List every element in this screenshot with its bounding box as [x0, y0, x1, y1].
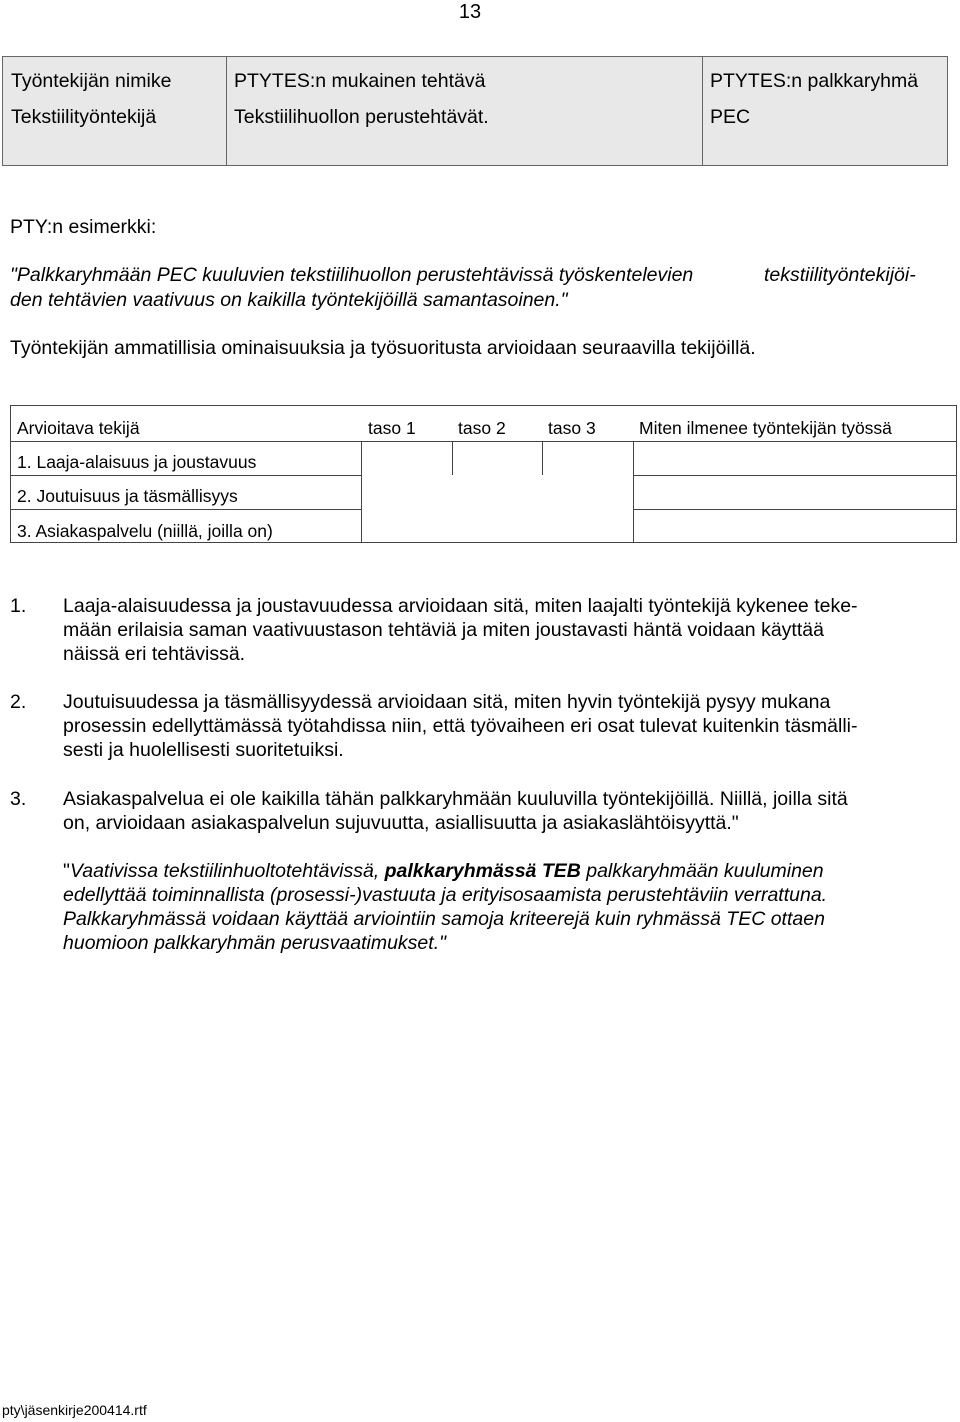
table-row-divider [633, 475, 956, 476]
table-row-label: 1. Laaja-alaisuus ja joustavuus [17, 452, 257, 472]
value-job-title: Tekstiilityöntekijä [11, 106, 157, 128]
closing-quote-text: palkkaryhmään kuuluminen [580, 860, 824, 882]
footer-filename: pty\jäsenkirje200414.rtf [2, 1402, 147, 1418]
value-task: Tekstiilihuollon perustehtävät. [234, 106, 489, 128]
explanation-line: prosessin edellyttämässä työtahdissa niin, että työvaiheen eri osat tulevat kuitenkin täsmälli- [63, 715, 858, 737]
example-heading: PTY:n esimerkki: [10, 216, 157, 238]
closing-quote-text: Vaativissa tekstiilinhuoltotehtävissä, [69, 860, 385, 882]
value-pay-group: PEC [710, 106, 751, 128]
col-header-factor: Arvioitava tekijä [17, 418, 140, 438]
table-row-divider [11, 509, 361, 510]
assessment-intro: Työntekijän ammatillisia ominaisuuksia ja työsuoritusta arvioidaan seuraavilla tekijöillä. [10, 337, 756, 359]
job-info-table [2, 56, 948, 166]
page-number: 13 [458, 1, 482, 23]
header-pay-group: PTYTES:n palkkaryhmä [710, 70, 919, 92]
col-header-level-3: taso 3 [548, 418, 596, 438]
table-row-label: 3. Asiakaspalvelu (niillä, joilla on) [17, 521, 273, 541]
table-row-label: 2. Joutuisuus ja täsmällisyys [17, 486, 238, 506]
table-col-divider [452, 441, 453, 475]
table-col-divider [542, 441, 543, 475]
quote-line-2: den tehtävien vaativuus on kaikilla työntekijöillä samantasoinen." [10, 289, 568, 311]
col-header-level-1: taso 1 [368, 418, 416, 438]
open-quote-mark: " [63, 860, 70, 882]
explanation-line: Joutuisuudessa ja täsmällisyydessä arvioidaan sitä, miten hyvin työntekijä pysyy mukana [63, 691, 831, 713]
closing-quote [63, 859, 953, 955]
table-row-divider [11, 441, 956, 442]
quote-line-1-end: tekstiilityöntekijöi- [764, 264, 916, 286]
explanation-item [10, 787, 950, 835]
col-header-level-2: taso 2 [458, 418, 506, 438]
table-row-divider [633, 509, 956, 510]
explanation-line: näissä eri tehtävissä. [63, 643, 246, 665]
closing-quote-line: huomioon palkkaryhmän perusvaatimukset." [63, 932, 447, 954]
explanation-item [10, 690, 950, 762]
header-task: PTYTES:n mukainen tehtävä [234, 70, 486, 92]
closing-quote-line: edellyttää toiminnallista (prosessi-)vastuuta ja erityisosaamista perustehtäviin verrattuna. [63, 884, 828, 906]
col-header-how-shown: Miten ilmenee työntekijän työssä [639, 418, 892, 438]
closing-quote-bold: palkkaryhmässä TEB [384, 860, 581, 882]
header-job-title: Työntekijän nimike [11, 70, 172, 92]
explanation-item [10, 594, 950, 666]
table-divider [226, 57, 227, 165]
explanation-line: sesti ja huolellisesti suoritetuiksi. [63, 739, 344, 761]
table-row-divider [11, 475, 361, 476]
closing-quote-line: Palkkaryhmässä voidaan käyttää arviointiin samoja kriteerejä kuin ryhmässä TEC ottaen [63, 908, 825, 930]
item-number: 1. [10, 595, 27, 617]
item-number: 3. [10, 788, 27, 810]
explanation-line: mään erilaisia saman vaativuustason tehtäviä ja miten joustavasti häntä voidaan käyttää [63, 619, 824, 641]
table-col-divider [633, 441, 634, 542]
explanation-line: on, arvioidaan asiakaspalvelun sujuvuutta, asiallisuutta ja asiakaslähtöisyyttä." [63, 812, 739, 834]
table-divider [702, 57, 703, 165]
table-col-divider [361, 441, 362, 542]
explanation-line: Asiakaspalvelua ei ole kaikilla tähän palkkaryhmään kuuluvilla työntekijöillä. Niillä, joilla sitä [63, 788, 848, 810]
item-number: 2. [10, 691, 27, 713]
assessment-table [10, 405, 957, 543]
quote-line-1: "Palkkaryhmään PEC kuuluvien tekstiilihuollon perustehtävissä työskentelevien [10, 264, 694, 286]
explanation-line: Laaja-alaisuudessa ja joustavuudessa arvioidaan sitä, miten laajalti työntekijä kykenee teke- [63, 595, 858, 617]
